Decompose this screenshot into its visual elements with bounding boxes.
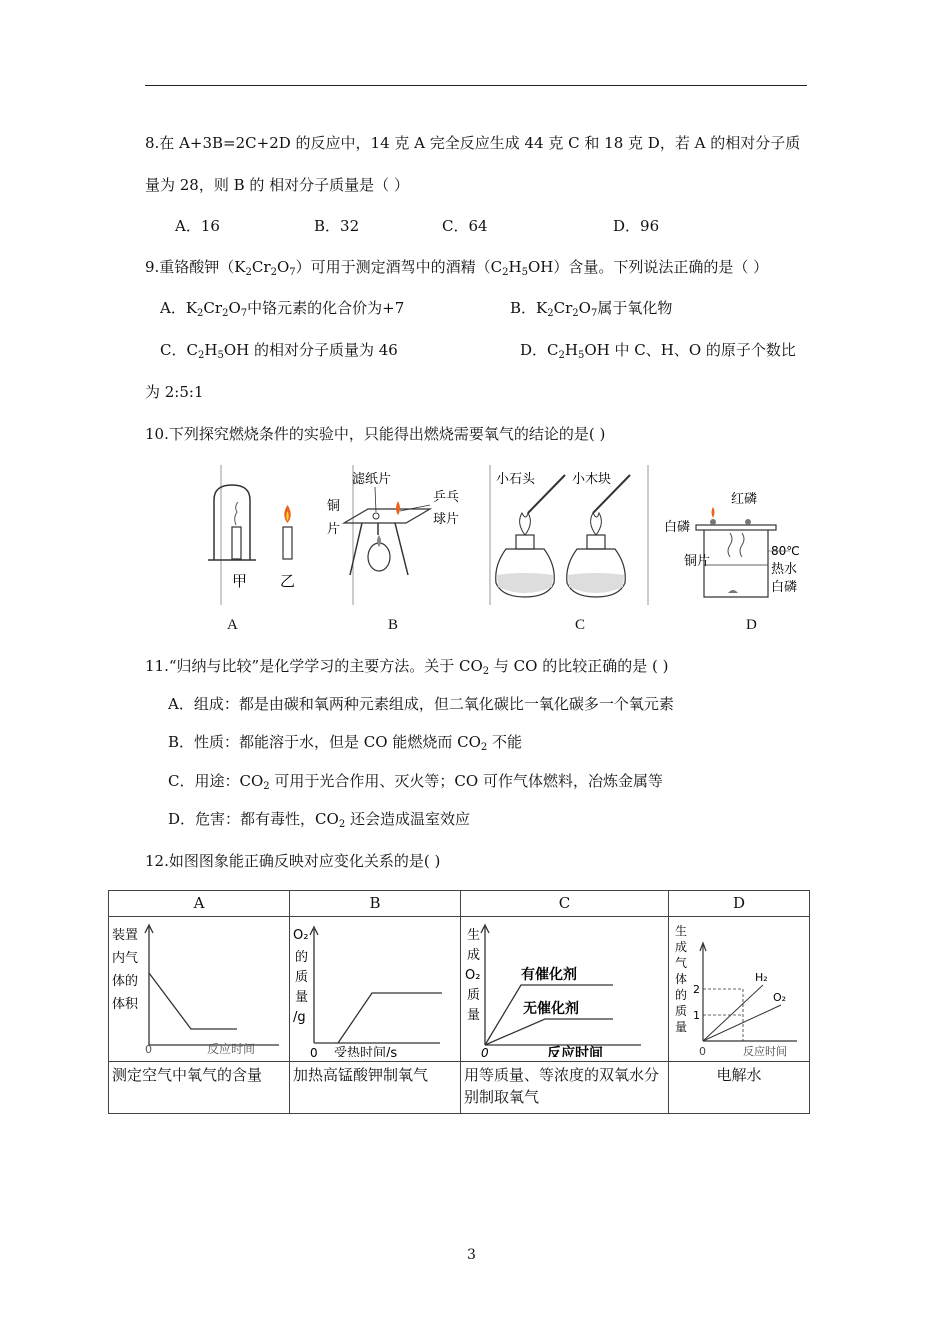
figure-b-label-right1: 乒乓 [433, 490, 460, 505]
q8-option-a: A．16 [175, 217, 220, 235]
figure-d-label-temp: 80℃ [771, 544, 800, 558]
graph-a-xlabel: 反应时间 [207, 1042, 256, 1056]
q12-graph-d-cell [669, 917, 810, 1062]
graph-d-ylabel-2: 成 [675, 940, 688, 954]
figure-b-label-left2: 片 [327, 522, 341, 537]
q12-caption-a: 测定空气中氧气的含量 [109, 1062, 290, 1114]
q10-figures [190, 465, 820, 610]
q9-option-c: C．$C_2H_5OH$ 的相对分子质量为 46 [160, 341, 398, 361]
graph-a-origin: 0 [145, 1043, 152, 1056]
graph-d-origin: 0 [699, 1045, 706, 1057]
graph-b-ylabel-5: /g [293, 1010, 306, 1025]
q12-graph-c-cell [461, 917, 669, 1062]
graph-b-ylabel-3: 质 [295, 970, 309, 985]
q12-header-b: B [290, 891, 461, 917]
q12-graph-c [461, 917, 668, 1057]
q10-label-d: D [746, 617, 757, 633]
graph-d-ylabel-7: 量 [675, 1020, 688, 1034]
figure-d-beaker [664, 491, 800, 597]
graph-b-xlabel: 受热时间/s [334, 1046, 398, 1057]
figure-c-label-right: 小木块 [572, 472, 612, 487]
q8-stem-line1: 8.在 A+3B=2C+2D 的反应中，14 克 A 完全反应生成 44 克 C 和 18 克 D，若 A 的相对分子质 [145, 134, 801, 152]
graph-d-xlabel: 反应时间 [743, 1045, 787, 1057]
figure-c-label-left: 小石头 [496, 472, 536, 487]
q9-option-d: D．$C_2H_5OH$ 中 C、H、O 的原子个数比 [520, 341, 796, 361]
graph-c-ylabel-3: O₂ [465, 968, 481, 983]
graph-c-ylabel-2: 成 [467, 948, 481, 963]
figure-d-label-water: 热水 [771, 562, 798, 577]
graph-b-ylabel-2: 的 [295, 950, 309, 965]
graph-d-series-h2: H₂ [755, 971, 768, 984]
graph-a-ylabel-1: 装置 [112, 928, 139, 943]
q10-stem: 10.下列探究燃烧条件的实验中，只能得出燃烧需要氧气的结论的是( ) [145, 425, 606, 443]
q9-option-a: A．$K_2Cr_2O_7$中铬元素的化合价为+7 [160, 299, 405, 319]
figure-d-label-white-top: 白磷 [664, 520, 691, 535]
q11-stem: 11.“归纳与比较”是化学学习的主要方法。关于 $CO_2$ 与 CO 的比较正确的是 ( ) [145, 657, 669, 677]
q9-option-d-tail: 为 2:5:1 [145, 383, 204, 401]
figure-b-copper-plate [327, 471, 459, 575]
graph-c-origin: 0 [481, 1046, 489, 1057]
graph-d-series-o2: O₂ [773, 991, 787, 1004]
figure-b-label-right2: 球片 [433, 512, 460, 527]
graph-d-ylabel-4: 体 [675, 972, 688, 986]
graph-c-ylabel-5: 量 [467, 1008, 481, 1023]
graph-b-origin: 0 [310, 1046, 318, 1057]
graph-d-ylabel-1: 生 [675, 924, 688, 938]
figure-a-label-right: 乙 [280, 572, 296, 590]
figure-c-alcohol-lamps [496, 471, 630, 597]
q9-option-b: B．$K_2Cr_2O_7$属于氧化物 [510, 299, 673, 319]
graph-c-ylabel-4: 质 [467, 988, 481, 1003]
graph-d-tick-2: 2 [693, 983, 700, 996]
graph-a-ylabel-3: 体的 [112, 974, 139, 989]
graph-c-xlabel: 反应时间 [547, 1046, 603, 1057]
graph-a-ylabel-4: 体积 [112, 997, 139, 1012]
q12-graph-a [109, 917, 289, 1057]
q12-stem: 12.如图图象能正确反映对应变化关系的是( ) [145, 852, 441, 870]
graph-b-ylabel-1: O₂ [293, 928, 309, 943]
graph-d-ylabel-6: 质 [675, 1004, 688, 1018]
q8-option-c: C．64 [442, 217, 488, 235]
figure-b-label-left1: 铜 [327, 499, 341, 514]
figure-d-label-copper: 铜片 [684, 554, 711, 569]
q10-label-a: A [227, 617, 238, 633]
q11-option-c: C．用途：$CO_2$ 可用于光合作用、灭火等；CO 可作气体燃料，冶炼金属等 [168, 772, 663, 792]
q12-graph-b [290, 917, 460, 1057]
figure-d-label-white-bottom: 白磷 [771, 580, 798, 595]
q12-caption-b: 加热高锰酸钾制氧气 [290, 1062, 461, 1114]
graph-c-series-catalyst: 有催化剂 [521, 967, 577, 983]
q9-stem: 9.重铬酸钾$(K_2Cr_2O_7)$可用于测定酒驾中的酒精$(C_2H_5OH)$含量。下列说法正确的是（ ） [145, 258, 769, 278]
q12-header-c: C [461, 891, 669, 917]
q12-graph-b-cell [290, 917, 461, 1062]
q8-option-b: B．32 [314, 217, 360, 235]
graph-c-ylabel-1: 生 [467, 928, 481, 943]
figure-b-label-top: 滤纸片 [352, 472, 392, 487]
q8-stem-line2: 量为 28，则 B 的 相对分子质量是（ ） [145, 176, 409, 194]
q12-table [108, 890, 810, 1114]
q12-caption-c: 用等质量、等浓度的双氧水分别制取氧气 [461, 1062, 669, 1114]
graph-d-tick-1: 1 [693, 1009, 700, 1022]
graph-a-ylabel-2: 内气 [112, 951, 139, 966]
figure-d-label-red: 红磷 [731, 492, 758, 507]
q11-option-d: D．危害：都有毒性，$CO_2$ 还会造成温室效应 [168, 810, 470, 830]
header-rule [145, 85, 807, 86]
q12-graph-d [669, 917, 809, 1057]
figure-a-label-left: 甲 [232, 572, 248, 590]
q11-option-b: B．性质：都能溶于水，但是 CO 能燃烧而 $CO_2$ 不能 [168, 733, 523, 753]
q11-option-a: A．组成：都是由碳和氧两种元素组成，但二氧化碳比一氧化碳多一个氧元素 [168, 695, 674, 713]
q10-label-b: B [388, 617, 399, 633]
graph-d-ylabel-5: 的 [675, 988, 688, 1002]
q8-option-d: D．96 [613, 217, 660, 235]
q10-label-c: C [575, 617, 586, 633]
graph-c-series-no-catalyst: 无催化剂 [523, 1001, 579, 1017]
graph-b-ylabel-4: 量 [295, 990, 309, 1005]
q12-header-a: A [109, 891, 290, 917]
q12-header-d: D [669, 891, 810, 917]
q12-caption-d: 电解水 [669, 1062, 810, 1114]
page-number: 3 [467, 1247, 476, 1263]
q12-graph-a-cell [109, 917, 290, 1062]
graph-d-ylabel-3: 气 [675, 956, 688, 970]
